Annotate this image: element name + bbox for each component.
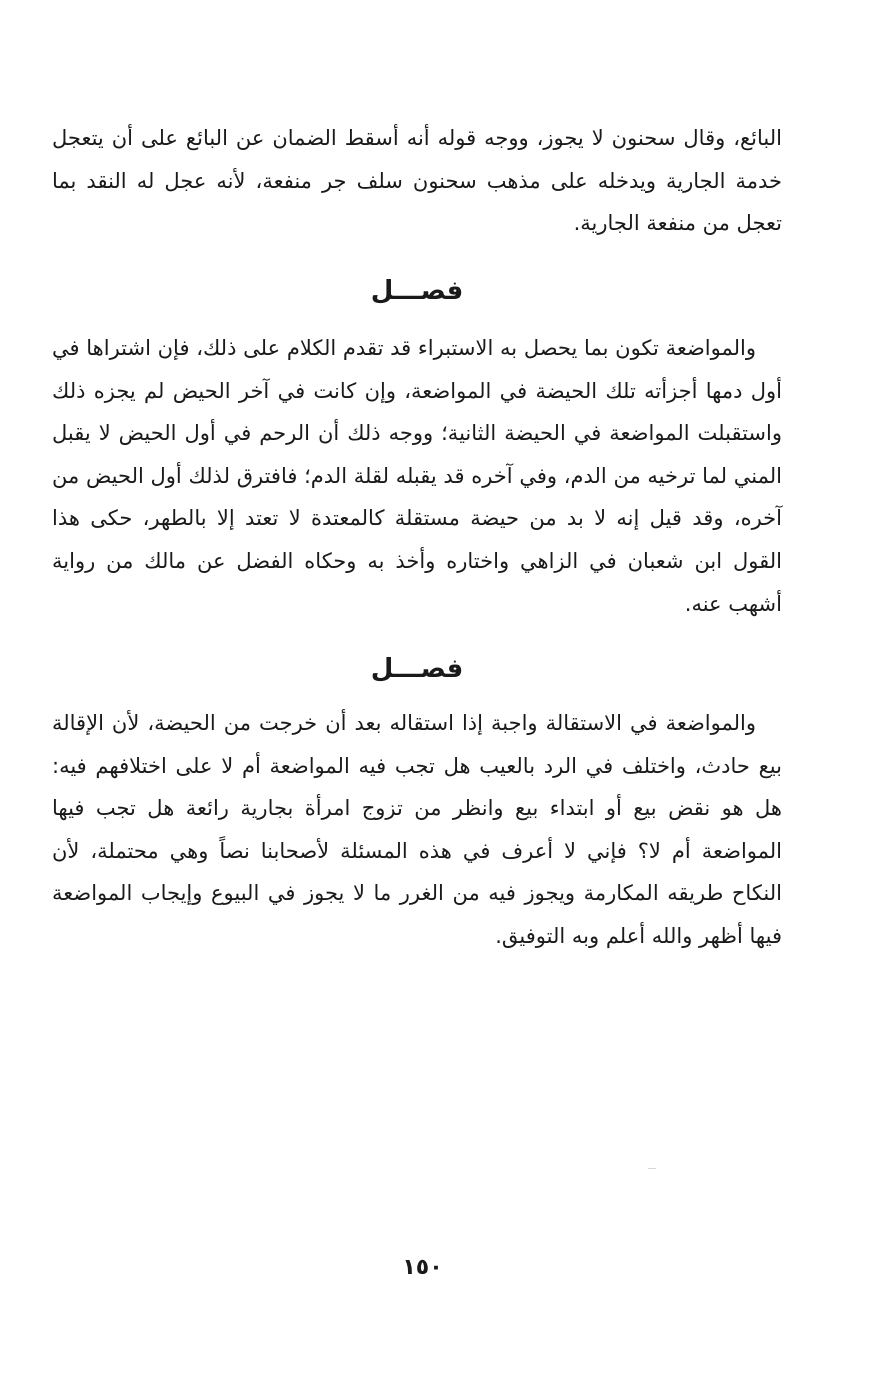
- section-heading-2: فصـــل: [370, 654, 464, 684]
- section-heading-1: فصـــل: [370, 276, 464, 306]
- paragraph-2: [52, 327, 782, 625]
- page-number: ١٥٠: [402, 1255, 443, 1280]
- paragraph-3-text: والمواضعة في الاستقالة واجبة إذا استقاله بعد أن خرجت من الحيضة، لأن الإقالة بيع حادث، واختلف في الرد بالعيب هل تجب فيه المواضعة أم لا على اختلافهم فيه: هل هو نقض بيع أو ابتداء بيع وانظر من تزوج امرأة بجارية رائعة هل تجب فيها المواضعة أم لا؟ فإني لا أعرف في هذه المسئلة لأصحابنا نصاً وهي محتملة، لأن النكاح طريقه المكارمة ويجوز فيه من الغرر ما لا يجوز في البيوع وإيجاب المواضعة فيها أظهر والله أعلم وبه التوفيق.: [52, 711, 782, 948]
- paragraph-2-text: والمواضعة تكون بما يحصل به الاستبراء قد تقدم الكلام على ذلك، فإن اشتراها في أول دمها أجزأته تلك الحيضة في المواضعة، وإن كانت في آخر الحيض لم يجزه ذلك واستقبلت المواضعة في الحيضة الثانية؛ ووجه ذلك أن الرحم في أول الحيض لا يقبل المني لما ترخيه من الدم، وفي آخره قد يقبله لقلة الدم؛ فافترق لذلك أول الحيض من آخره، وقد قيل إنه لا بد من حيضة مستقلة كالمعتدة لا تعتد إلا بالطهر، حكى هذا القول ابن شعبان في الزاهي واختاره وأخذ به وحكاه الفضل عن مالك من رواية أشهب عنه.: [52, 336, 782, 616]
- paragraph-3: [52, 702, 782, 958]
- paragraph-1: [52, 117, 782, 245]
- scan-speck: [648, 1168, 656, 1169]
- paragraph-1-text: البائع، وقال سحنون لا يجوز، ووجه قوله أنه أسقط الضمان عن البائع على أن يتعجل خدمة الجارية ويدخله على مذهب سحنون سلف جر منفعة، لأنه عجل له النقد بما تعجل من منفعة الجارية.: [52, 126, 782, 236]
